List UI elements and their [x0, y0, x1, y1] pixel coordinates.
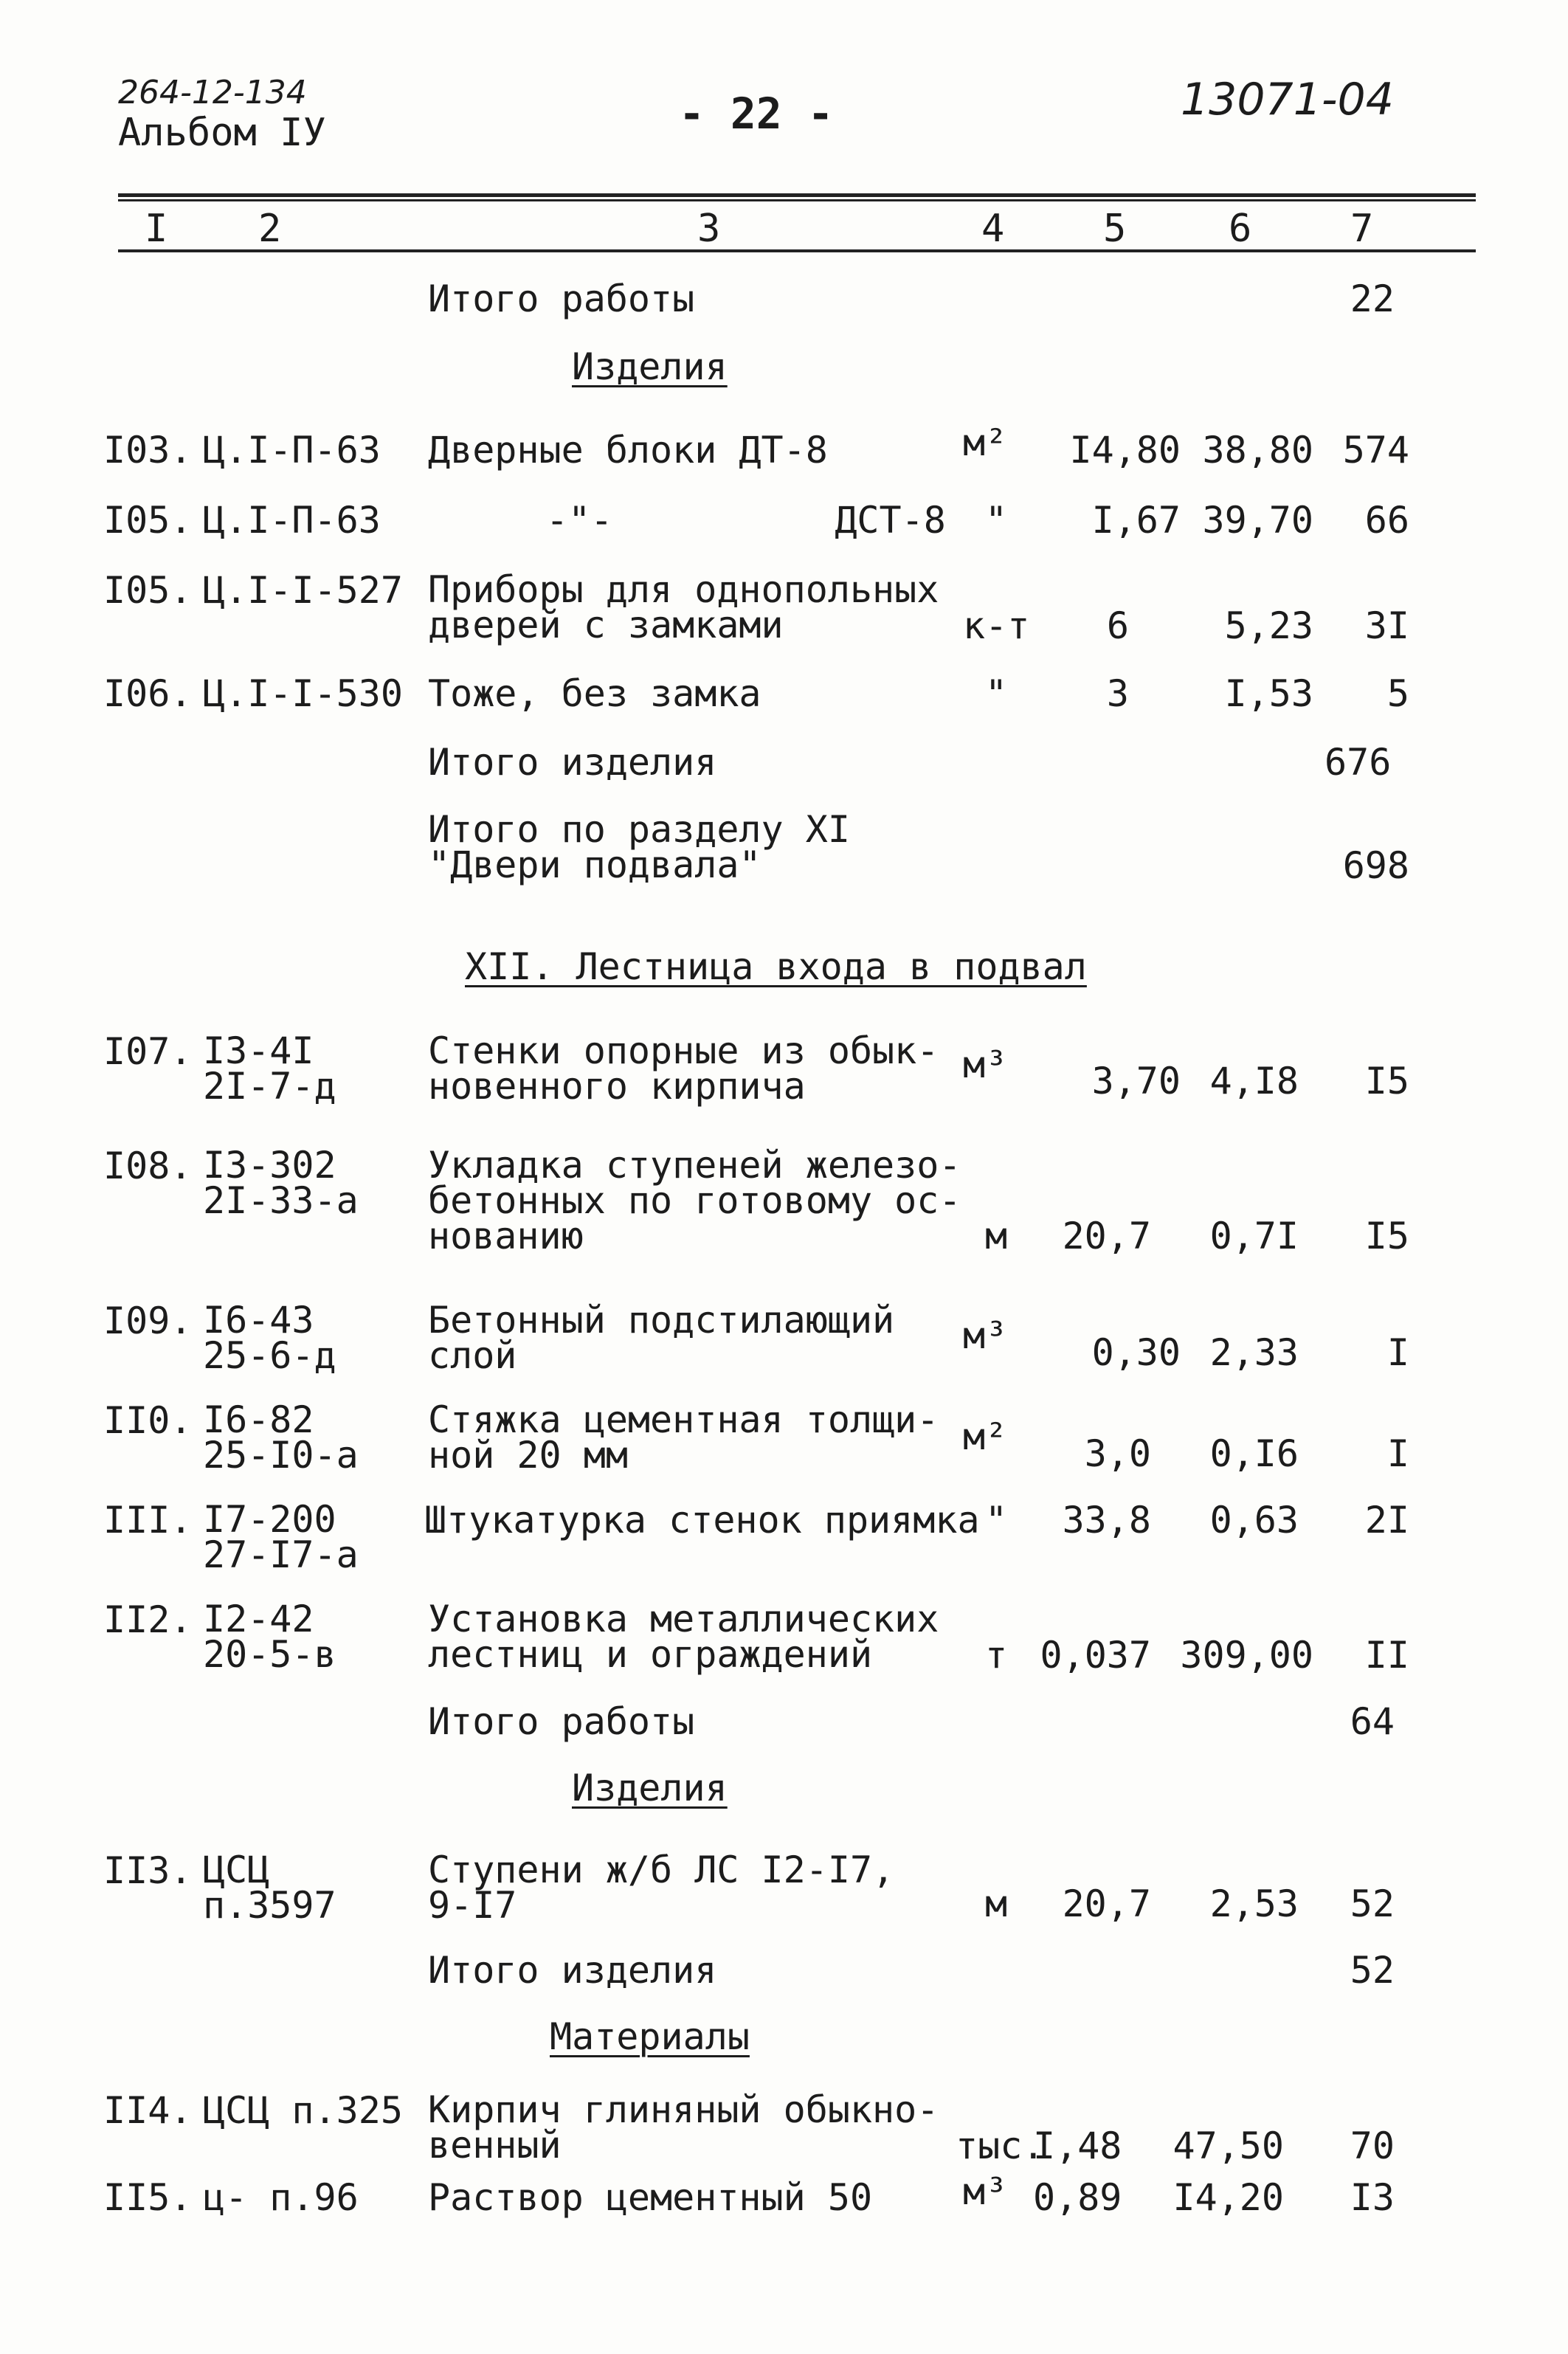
- row-name: Стяжка цементная толщи- ной 20 мм: [428, 1398, 939, 1477]
- row-qty: 0,037: [1040, 1634, 1151, 1677]
- row-unit: м³: [963, 2170, 1008, 2213]
- row-unit: ": [985, 1499, 1008, 1542]
- total-works-value: 64: [1350, 1700, 1395, 1743]
- row-total: I: [1386, 1331, 1409, 1374]
- row-total: 2I: [1364, 1499, 1409, 1542]
- row-price: 5,23: [1224, 604, 1313, 647]
- row-price: I4,20: [1172, 2176, 1284, 2219]
- row-code: ц- п.96: [203, 2176, 359, 2219]
- row-name: Раствор цементный 50: [428, 2176, 873, 2219]
- row-number: II3.: [103, 1849, 193, 1892]
- row-number: II5.: [103, 2176, 193, 2219]
- row-qty: 3: [1106, 672, 1129, 715]
- row-price: 47,50: [1172, 2125, 1284, 2167]
- col-header-7: 7: [1350, 207, 1374, 251]
- products-heading: Изделия: [572, 345, 728, 388]
- row-name: Укладка ступеней железо- бетонных по готовому ос- нованию: [428, 1144, 961, 1257]
- row-price: 0,I6: [1209, 1432, 1299, 1475]
- row-price: 2,53: [1209, 1882, 1299, 1925]
- row-number: I08.: [103, 1145, 193, 1187]
- row-number: I06.: [103, 672, 193, 715]
- row-unit: м²: [963, 421, 1008, 464]
- top-rule-2: [118, 199, 1476, 201]
- section-title: [465, 945, 1087, 988]
- row-number: II0.: [103, 1399, 193, 1442]
- row-total: 66: [1364, 499, 1409, 542]
- row-qty: 33,8: [1062, 1499, 1151, 1542]
- row-name: Приборы для однопольных дверей с замками: [428, 568, 939, 646]
- row-total: 70: [1350, 2125, 1395, 2167]
- total-products-value: 52: [1350, 1949, 1395, 1992]
- row-unit: ": [985, 499, 1008, 542]
- row-price: 4,I8: [1209, 1060, 1299, 1102]
- row-qty: 0,89: [1033, 2176, 1122, 2219]
- row-code: I3-302 2I-33-а: [203, 1144, 359, 1222]
- row-name: -"- ДСТ-8: [546, 499, 946, 542]
- row-price: I,53: [1224, 672, 1313, 715]
- row-unit: тыс.: [956, 2125, 1045, 2167]
- row-code: ЦСЦ п.325: [203, 2089, 403, 2132]
- total-works-label: Итого работы: [428, 277, 695, 320]
- row-total: 52: [1350, 1882, 1395, 1925]
- row-number: I03.: [103, 429, 193, 472]
- col-header-6: 6: [1229, 207, 1252, 251]
- row-code: Ц.I-П-63: [203, 499, 381, 542]
- row-code: I7-200 27-I7-а: [203, 1498, 359, 1576]
- row-qty: 3,0: [1084, 1432, 1151, 1475]
- section-total-value: 698: [1342, 844, 1409, 887]
- row-number: I09.: [103, 1299, 193, 1342]
- row-total: 3I: [1364, 604, 1409, 647]
- row-name: Бетонный подстилающий слой: [428, 1299, 895, 1377]
- col-header-5: 5: [1103, 207, 1127, 251]
- col-header-4: 4: [981, 207, 1005, 251]
- row-qty: I,67: [1091, 499, 1181, 542]
- row-code: ЦСЦ п.3597: [203, 1849, 336, 1927]
- row-unit: м: [985, 1215, 1008, 1257]
- row-total: I: [1386, 1432, 1409, 1475]
- row-unit: м²: [963, 1415, 1008, 1458]
- materials-heading: Материалы: [550, 2015, 750, 2058]
- row-price: 38,80: [1202, 429, 1313, 472]
- row-unit: к-т: [963, 604, 1030, 647]
- row-total: II: [1364, 1634, 1409, 1677]
- row-unit: ": [985, 672, 1008, 715]
- row-name: Дверные блоки ДТ-8: [428, 429, 828, 472]
- row-price: 0,7I: [1209, 1215, 1299, 1257]
- total-works-value: 22: [1350, 277, 1395, 320]
- row-total: I5: [1364, 1215, 1409, 1257]
- row-unit: м: [985, 1882, 1008, 1925]
- row-qty: 6: [1106, 604, 1129, 647]
- row-code: I6-82 25-I0-а: [203, 1398, 359, 1477]
- row-unit: м³: [963, 1043, 1008, 1086]
- row-number: I05.: [103, 569, 193, 612]
- row-price: 2,33: [1209, 1331, 1299, 1374]
- row-total: 574: [1342, 429, 1409, 472]
- row-price: 39,70: [1202, 499, 1313, 542]
- row-code: I2-42 20-5-в: [203, 1598, 336, 1676]
- row-name: Штукатурка стенок приямка: [424, 1499, 980, 1542]
- row-price: 0,63: [1209, 1499, 1299, 1542]
- row-qty: I,48: [1033, 2125, 1122, 2167]
- header-rule: [118, 249, 1476, 252]
- row-name: Тоже, без замка: [428, 672, 761, 715]
- row-qty: 3,70: [1091, 1060, 1181, 1102]
- album-label: Альбом IУ: [118, 111, 326, 155]
- row-number: I07.: [103, 1030, 193, 1073]
- row-code: I3-4I 2I-7-д: [203, 1029, 336, 1108]
- top-rule: [118, 193, 1476, 197]
- row-code: I6-43 25-6-д: [203, 1299, 336, 1377]
- total-products-label: Итого изделия: [428, 1949, 717, 1992]
- row-number: II4.: [103, 2089, 193, 2132]
- col-header-3: 3: [697, 207, 721, 251]
- row-qty: 20,7: [1062, 1882, 1151, 1925]
- col-header-1: I: [145, 207, 168, 251]
- row-qty: 20,7: [1062, 1215, 1151, 1257]
- row-qty: 0,30: [1091, 1331, 1181, 1374]
- row-total: I5: [1364, 1060, 1409, 1102]
- section-total-label: Итого по разделу XI "Двери подвала": [428, 808, 850, 886]
- products-heading: Изделия: [572, 1767, 728, 1809]
- row-name: Ступени ж/б ЛС I2-I7, 9-I7: [428, 1849, 895, 1927]
- row-name: Кирпич глиняный обыкно- венный: [428, 2088, 939, 2167]
- row-unit: т: [985, 1634, 1008, 1677]
- row-total: 5: [1386, 672, 1409, 715]
- sheet-number: 13071-04: [1181, 74, 1394, 125]
- total-products-value: 676: [1324, 741, 1392, 784]
- page-number: - 22 -: [679, 89, 834, 139]
- total-works-label: Итого работы: [428, 1700, 695, 1743]
- row-number: I05.: [103, 499, 193, 542]
- row-name: Стенки опорные из обык- новенного кирпича: [428, 1029, 939, 1108]
- row-price: 309,00: [1180, 1634, 1313, 1677]
- row-qty: I4,80: [1069, 429, 1181, 472]
- row-code: Ц.I-I-527: [203, 569, 403, 612]
- total-products-label: Итого изделия: [428, 741, 717, 784]
- row-number: II2.: [103, 1598, 193, 1641]
- document-code: 264-12-134: [118, 74, 307, 111]
- row-code: Ц.I-I-530: [203, 672, 403, 715]
- row-code: Ц.I-П-63: [203, 429, 381, 472]
- row-total: I3: [1350, 2176, 1395, 2219]
- row-unit: м³: [963, 1314, 1008, 1357]
- row-number: III.: [103, 1499, 193, 1542]
- row-name: Установка металлических лестниц и ограждений: [428, 1598, 939, 1676]
- col-header-2: 2: [258, 207, 282, 251]
- section-title-text: XII. Лестница входа в подвал: [465, 945, 1087, 988]
